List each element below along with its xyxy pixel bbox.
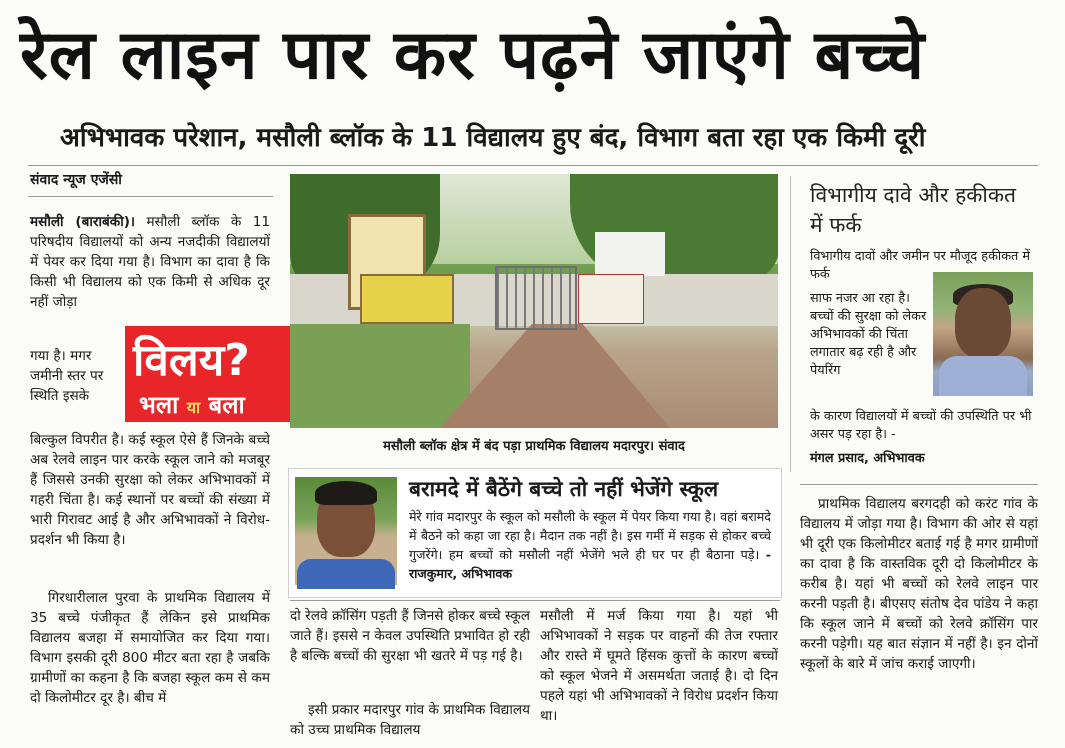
closed-school-photo — [290, 174, 778, 428]
rajkumar-photo — [295, 477, 397, 585]
badge-title: विलय? — [133, 335, 250, 386]
sidebar-attribution: मंगल प्रसाद, अभिभावक — [810, 451, 925, 466]
headline: रेल लाइन पार कर पढ़ने जाएंगे बच्चे — [20, 16, 926, 95]
column1-text-a: मसौली ब्लॉक के 11 परिषदीय विद्यालयों को अन्य नजदीकी विद्यालयों में पेयर कर दिया गया है। विभाग का दावा है कि किसी भी विद्यालय को एक किमी से अधिक दूर नहीं जोड़ा — [30, 214, 270, 310]
quote-box — [288, 468, 782, 598]
badge-ya: या — [186, 398, 201, 417]
badge-subtitle — [139, 388, 245, 421]
byline-rule — [28, 196, 273, 197]
column4-para1: प्राथमिक विद्यालय बरगदही को करंट गांव के विद्यालय में जोड़ा गया है। विभाग की ओर से यहां भी दूरी एक किलोमीटर बताई गई है मगर ग्रामीणों का दावा है कि वास्तविक दूरी दो किलोमीटर के करीब है। यहां भी बच्चों को रेलवे लाइन पार करनी पड़ती है। बीएसए संतोष देव पांडेय ने कहा कि स्कूल जाने में बच्चों को रेलवे क्रॉसिंग पार करनी पड़ेगी। यह बात संज्ञान में नहीं है। इन दोनों स्कूलों के बारे में जांच कराई जाएगी। — [800, 496, 1038, 672]
subheadline: अभिभावक परेशान, मसौली ब्लॉक के 11 विद्यालय हुए बंद, विभाग बता रहा एक किमी दूरी — [60, 123, 926, 153]
vilay-badge — [125, 326, 307, 422]
sidebar-text-1: विभागीय दावों और जमीन पर मौजूद हकीकत में फर्क — [810, 249, 1031, 282]
quote-box-attribution: - राजकुमार, अभिभावक — [409, 547, 771, 581]
badge-bhala: भला — [139, 391, 179, 419]
quote-box-title: बरामदे में बैठेंगे बच्चे तो नहीं भेजेंगे स्कूल — [409, 477, 719, 501]
dateline: मसौली (बाराबंकी)। — [30, 214, 136, 230]
byline: संवाद न्यूज एजेंसी — [30, 172, 122, 188]
column2-para2: इसी प्रकार मदारपुर गांव के प्राथमिक विद्यालय को उच्च प्राथमिक विद्यालय — [290, 702, 530, 738]
badge-bala: बला — [208, 391, 245, 419]
column3-para1: मसौली में मर्ज किया गया है। यहां भी अभिभावकों ने सड़क पर वाहनों की तेज रफ्तार और रास्ते में घूमते हिंसक कुत्तों के कारण बच्चों को स्कूल भेजने में असमर्थता जताई है। दो दिन पहले यहां भी अभिभावकों ने विरोध प्रदर्शन किया था। — [540, 608, 778, 724]
column4-rule — [800, 484, 1038, 485]
photo-caption: मसौली ब्लॉक क्षेत्र में बंद पड़ा प्राथमिक विद्यालय मदारपुर। संवाद — [383, 439, 685, 454]
column1-para1-c: बिल्कुल विपरीत है। कई स्कूल ऐसे हैं जिनके बच्चे अब रेलवे लाइन पार करके स्कूल जाने को मजबूर हैं जिससे उनकी सुरक्षा को लेकर अभिभावकों में गहरी चिंता है। कई स्थानों पर बच्चों की संख्या में भारी गिरावट आई है और अभिभावकों ने विरोध-प्रदर्शन भी किया है। — [30, 432, 270, 548]
bottom-rule — [290, 600, 780, 601]
sidebar-divider — [790, 176, 791, 472]
column1-para1-b: गया है। मगर जमीनी स्तर पर स्थिति इसके — [30, 348, 104, 404]
top-rule — [28, 165, 1038, 166]
sidebar-heading: विभागीय दावे और हकीकत में फर्क — [810, 183, 1016, 237]
column1-para1-a — [30, 212, 270, 312]
quote-box-text — [409, 507, 771, 583]
sidebar-text-3: के कारण विद्यालयों में बच्चों की उपस्थिति पर भी असर पड़ रहा है। - — [810, 409, 1032, 442]
mangal-prasad-photo — [933, 272, 1033, 396]
sidebar-text-2: साफ नजर आ रहा है। बच्चों की सुरक्षा को लेकर अभिभावकों की चिंता लगातार बढ़ रही है और पेयरिंग — [810, 291, 927, 378]
column2-para1: दो रेलवे क्रॉसिंग पड़ती हैं जिनसे होकर बच्चे स्कूल जाते हैं। इससे न केवल उपस्थिति प्रभावित हो रही है बल्कि बच्चों की सुरक्षा भी खतरे में पड़ गई है। — [290, 608, 530, 664]
quote-box-body: मेरे गांव मदारपुर के स्कूल को मसौली के स्कूल में पेयर किया गया है। वहां बरामदे में बैठने को कहा जा रहा है। मैदान तक नहीं है। इस गर्मी में सड़क से होकर बच्चे गुजरेंगे। हम बच्चों को मसौली नहीं भेजेंगे भले ही घर पर ही बैठाना पड़े। — [409, 509, 771, 562]
column1-para2: गिरधारीलाल पुरवा के प्राथमिक विद्यालय में 35 बच्चे पंजीकृत हैं लेकिन इसे प्राथमिक विद्यालय बजहा में समायोजित कर दिया गया। विभाग इसकी दूरी 800 मीटर बता रहा है जबकि ग्रामीणों का कहना है कि बजहा स्कूल कम से कम दो किलोमीटर दूर है। बीच में — [30, 590, 270, 706]
